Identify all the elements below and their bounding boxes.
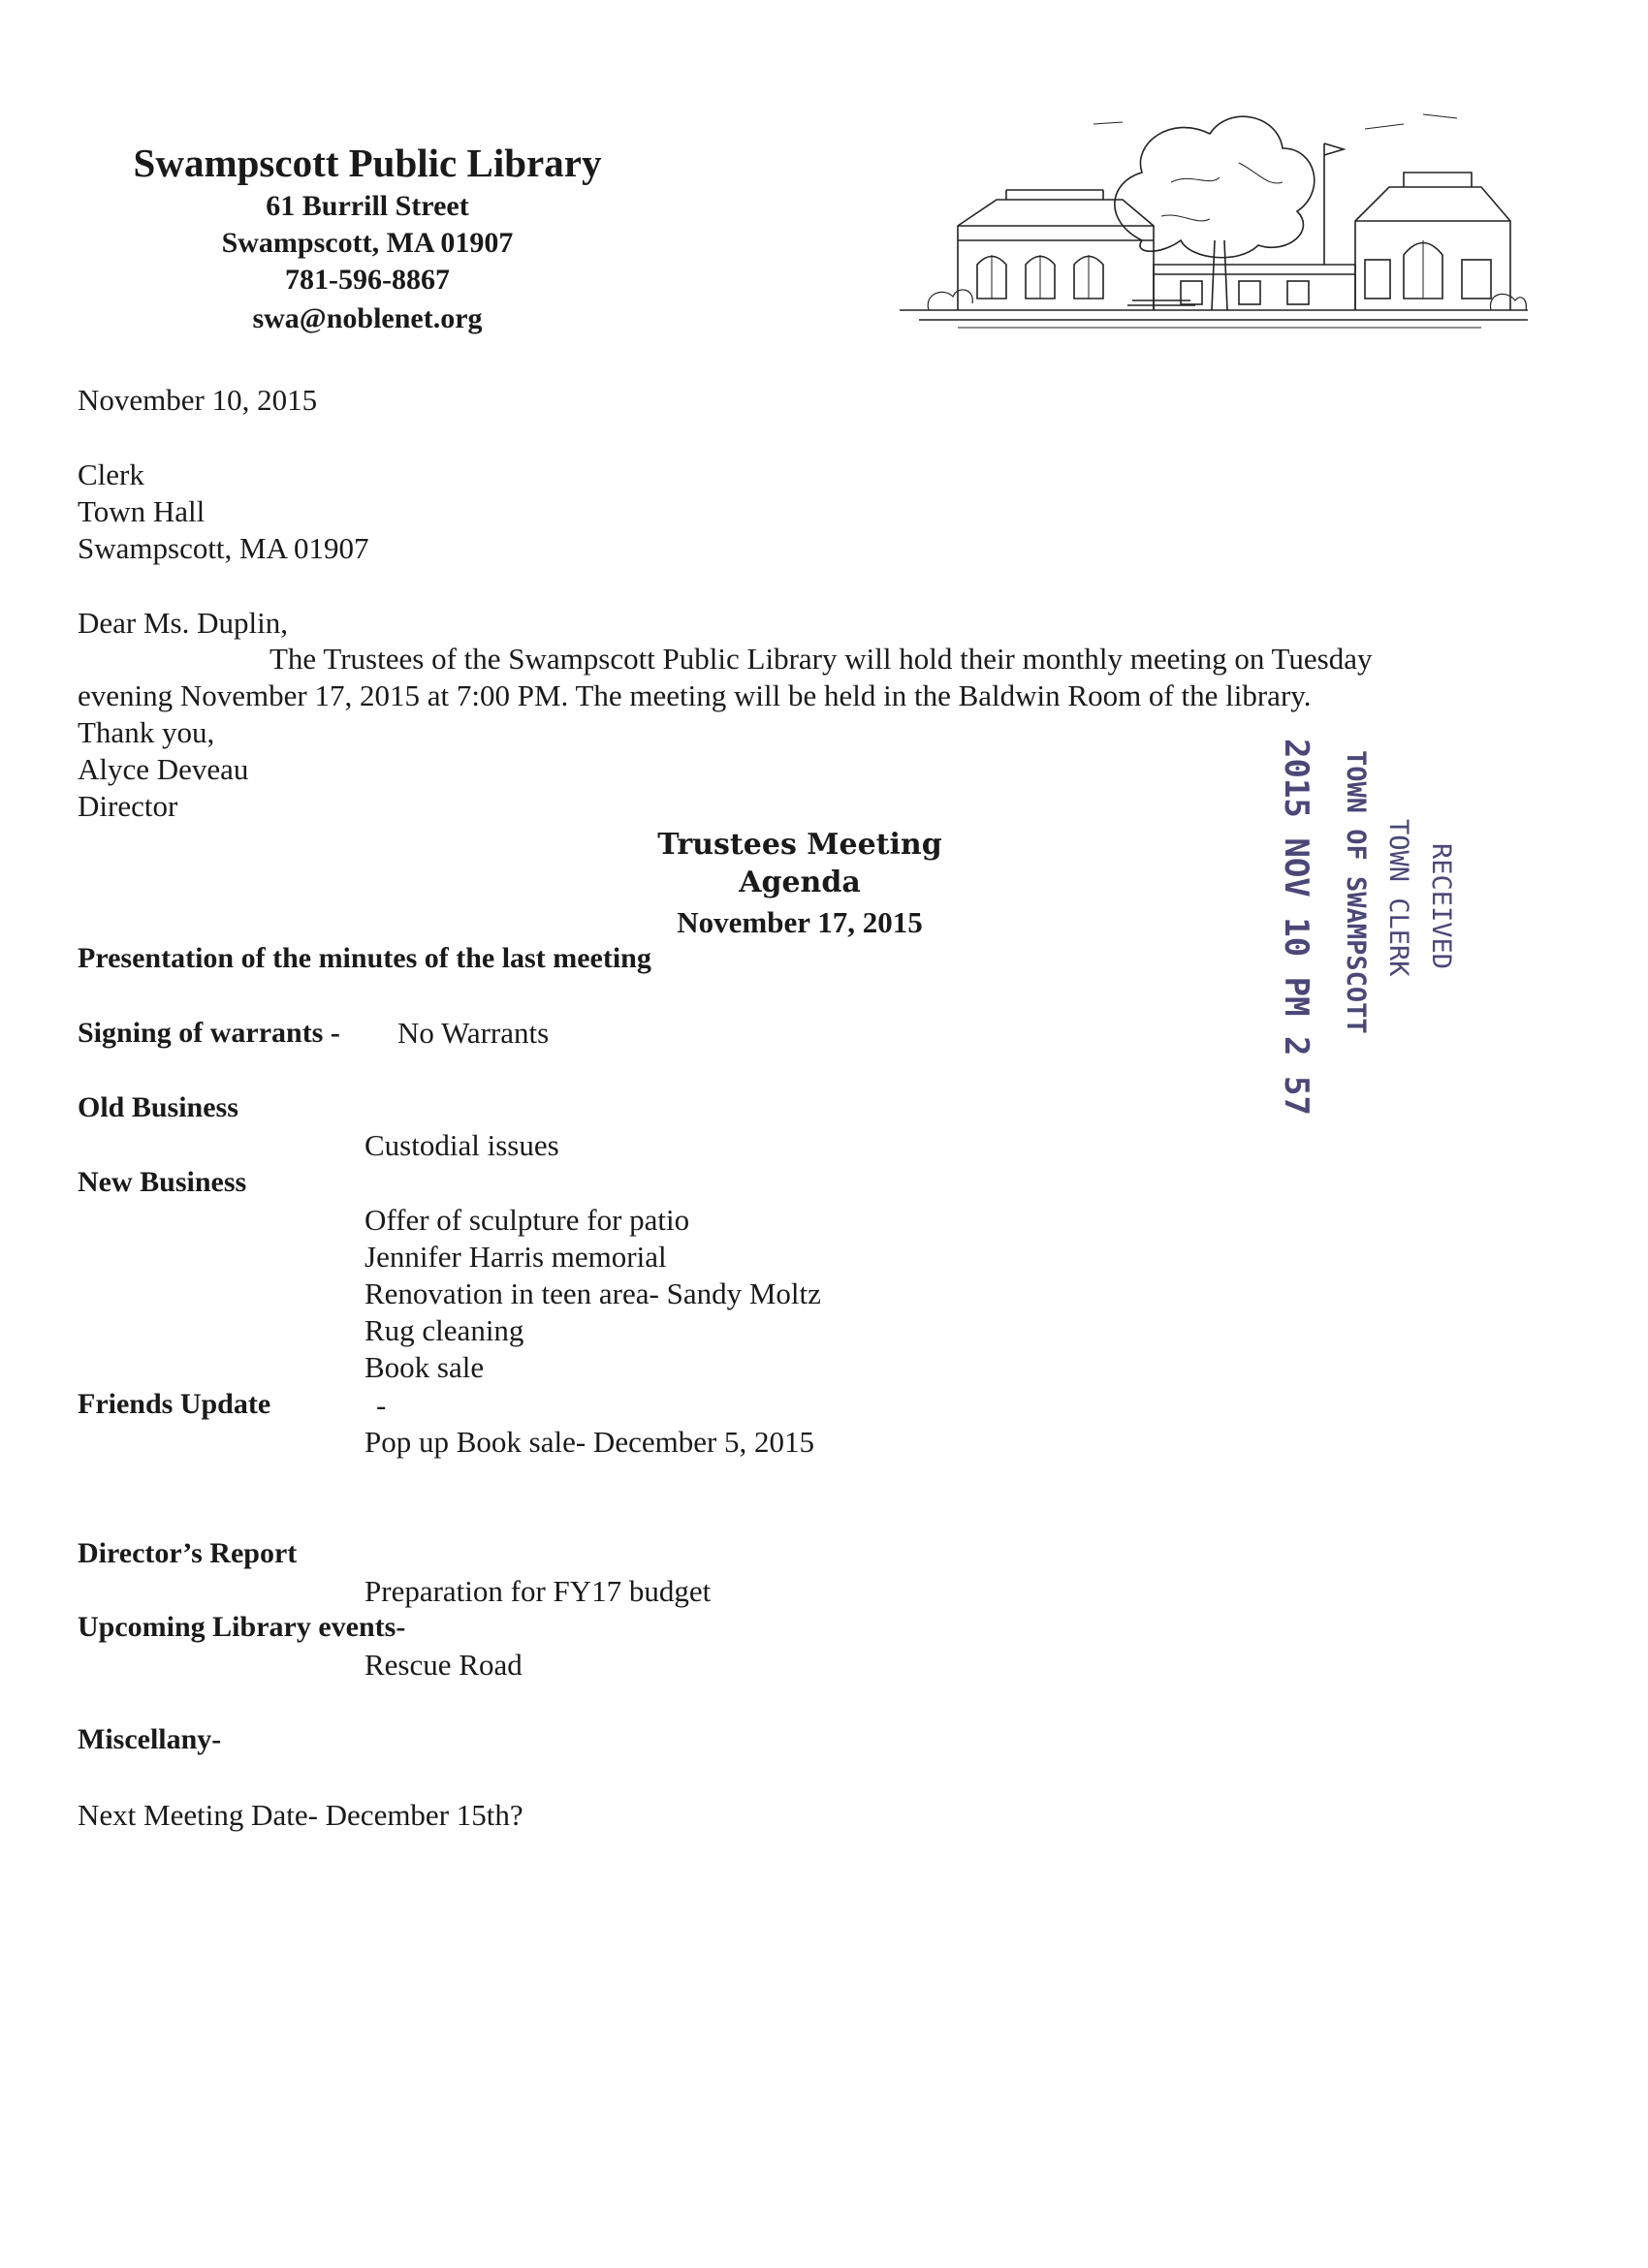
agenda-date: November 17, 2015 <box>677 905 923 939</box>
library-phone: 781-596-8867 <box>285 264 450 296</box>
agenda-section-warrants: Signing of warrants - <box>78 1017 340 1049</box>
recipient-line: Swampscott, MA 01907 <box>78 531 369 565</box>
warrants-value: No Warrants <box>397 1016 550 1050</box>
library-city: Swampscott, MA 01907 <box>221 227 514 259</box>
library-building-illustration <box>900 95 1528 343</box>
stamp-line: TOWN CLERK <box>1383 819 1413 977</box>
signer-name: Alyce Deveau <box>78 752 249 786</box>
friends-dash: - <box>376 1388 387 1422</box>
agenda-subtitle: Agenda <box>739 866 861 899</box>
salutation: Dear Ms. Duplin, <box>78 606 288 640</box>
agenda-item: Pop up Book sale- December 5, 2015 <box>364 1425 815 1459</box>
stamp-line: TOWN OF SWAMPSCOTT <box>1341 750 1371 1034</box>
agenda-item: Custodial issues <box>364 1128 559 1162</box>
agenda-title: Trustees Meeting <box>657 828 942 862</box>
agenda-section-directors-report: Director’s Report <box>78 1537 298 1569</box>
agenda-item: Book sale <box>364 1350 485 1384</box>
agenda-item: Rescue Road <box>364 1648 523 1682</box>
agenda-section-minutes: Presentation of the minutes of the last meeting <box>78 942 651 974</box>
agenda-item: Renovation in teen area- Sandy Moltz <box>364 1276 821 1310</box>
closing: Thank you, <box>78 715 215 749</box>
agenda-section-friends: Friends Update <box>78 1388 271 1420</box>
received-stamp <box>1277 737 1456 1116</box>
agenda-section-old-business: Old Business <box>78 1091 238 1123</box>
letter-date: November 10, 2015 <box>78 383 318 417</box>
agenda-section-new-business: New Business <box>78 1166 247 1198</box>
recipient-line: Clerk <box>78 457 144 491</box>
agenda-item: Preparation for FY17 budget <box>364 1574 712 1608</box>
stamp-line: 2015 NOV 10 PM 2 57 <box>1277 739 1315 1116</box>
library-name: Swampscott Public Library <box>133 141 602 185</box>
agenda-section-miscellany: Miscellany- <box>78 1723 222 1755</box>
stamp-line: RECEIVED <box>1426 843 1456 970</box>
library-email: swa@noblenet.org <box>252 302 483 334</box>
agenda-item: Offer of sculpture for patio <box>364 1203 690 1237</box>
agenda-item: Jennifer Harris memorial <box>364 1240 667 1274</box>
next-meeting-date: Next Meeting Date- December 15th? <box>78 1798 523 1832</box>
letter-body-line: evening November 17, 2015 at 7:00 PM. The meeting will be held in the Baldwin Room of the library. <box>78 678 1312 712</box>
agenda-item: Rug cleaning <box>364 1313 524 1347</box>
agenda-section-upcoming-events: Upcoming Library events- <box>78 1611 406 1643</box>
recipient-line: Town Hall <box>78 494 206 528</box>
letter-body-line: The Trustees of the Swampscott Public Library will hold their monthly meeting on Tuesday <box>269 642 1373 676</box>
library-address: 61 Burrill Street <box>266 190 469 222</box>
signer-title: Director <box>78 789 178 823</box>
